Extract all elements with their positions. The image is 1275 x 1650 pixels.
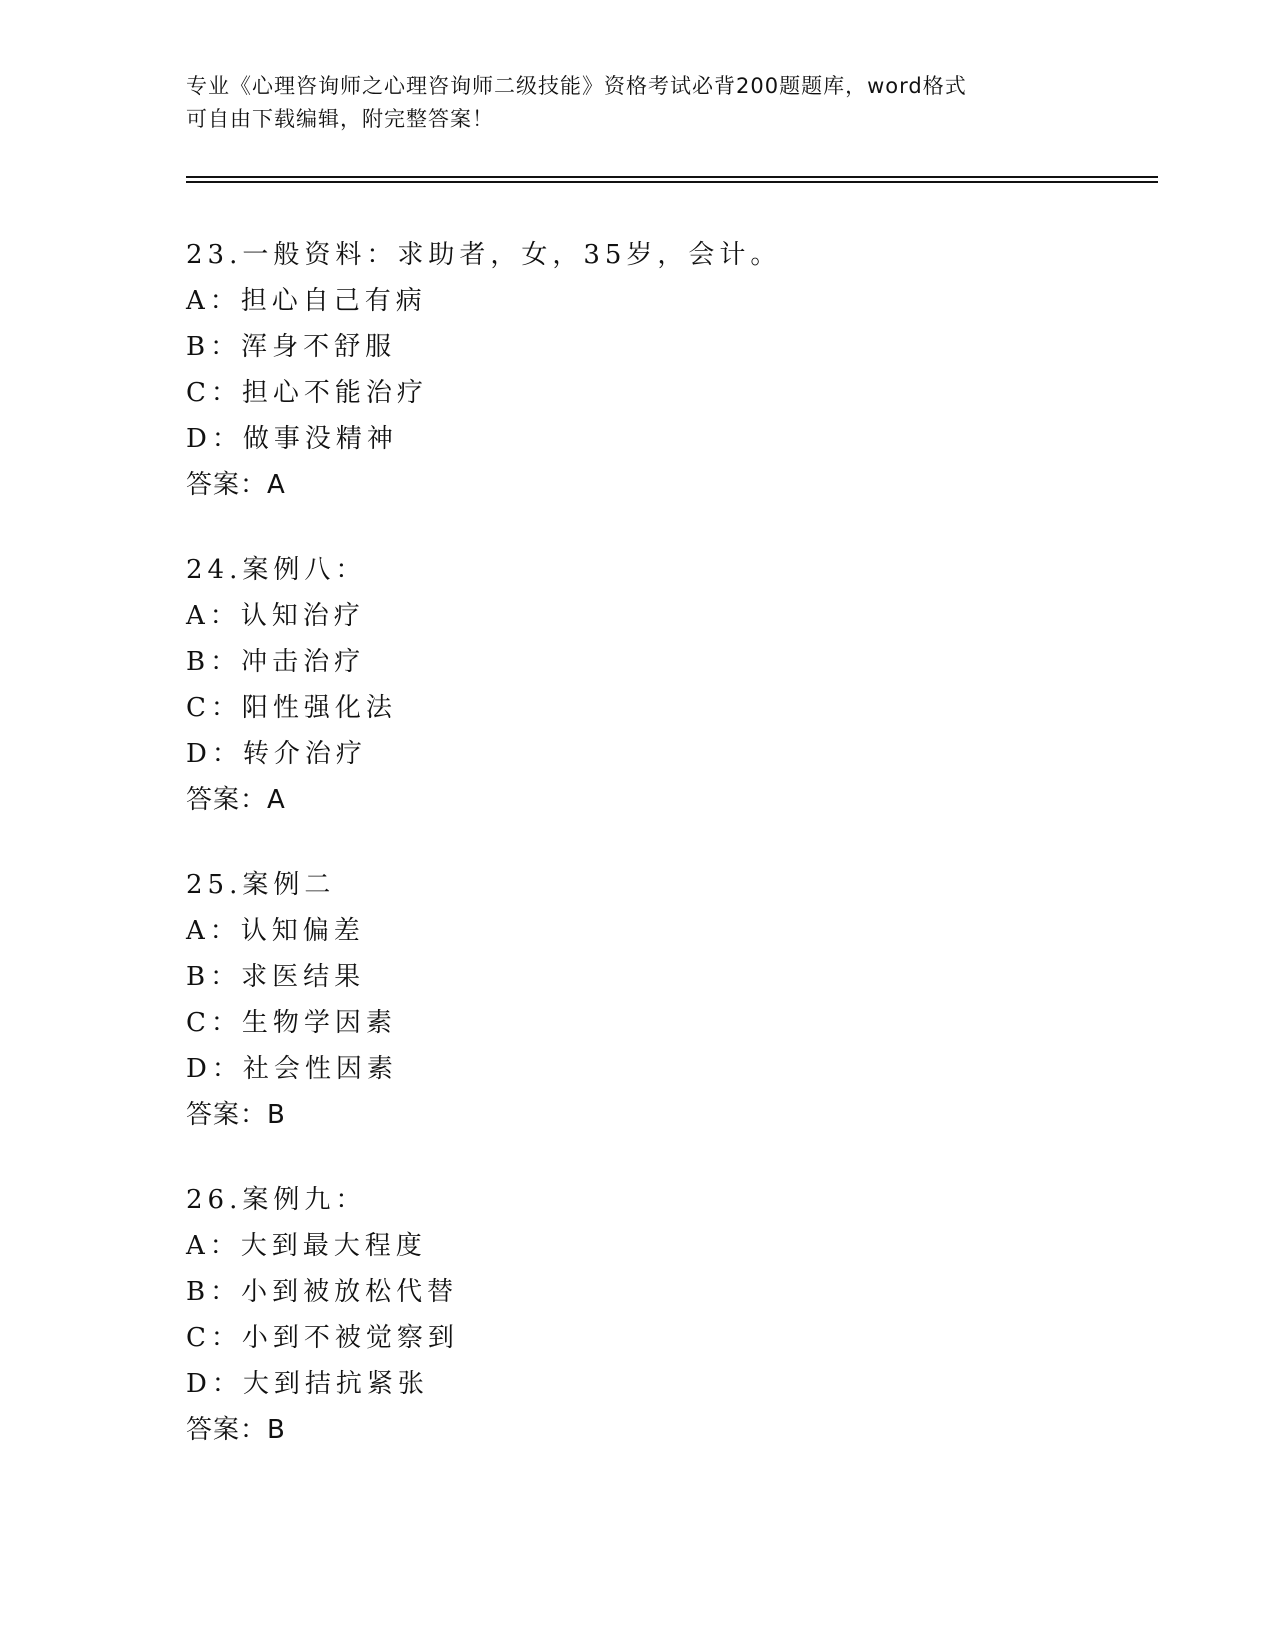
answer: 答案：B [186, 1100, 286, 1130]
question-23 [186, 232, 1086, 508]
question-26 [186, 1177, 1086, 1453]
question-stem: 24.案例八： [186, 555, 367, 585]
answer: 答案：B [186, 1415, 286, 1445]
question-25 [186, 862, 1086, 1138]
option-a: A：担心自己有病 [186, 286, 427, 316]
header-line-1: 专业《心理咨询师之心理咨询师二级技能》资格考试必背200题题库，word格式 [186, 74, 967, 98]
option-a: A：认知治疗 [186, 601, 365, 631]
header-rule-top [186, 176, 1158, 178]
option-c: C：生物学因素 [186, 1008, 397, 1038]
option-b: B：冲击治疗 [186, 647, 366, 677]
header-rule-bottom [186, 181, 1158, 183]
answer: 答案：A [186, 470, 286, 500]
option-c: C：小到不被觉察到 [186, 1323, 459, 1353]
question-stem: 25.案例二 [186, 870, 336, 900]
option-b: B：浑身不舒服 [186, 332, 397, 362]
option-d: D：转介治疗 [186, 739, 367, 769]
answer: 答案：A [186, 785, 286, 815]
header-line-2: 可自由下载编辑，附完整答案！ [186, 107, 494, 131]
question-24 [186, 547, 1086, 823]
option-d: D：社会性因素 [186, 1054, 398, 1084]
document-header [186, 70, 1086, 136]
option-a: A：认知偏差 [186, 916, 365, 946]
option-d: D：做事没精神 [186, 424, 398, 454]
option-a: A：大到最大程度 [186, 1231, 427, 1261]
option-b: B：小到被放松代替 [186, 1277, 459, 1307]
option-c: C：担心不能治疗 [186, 378, 428, 408]
question-stem: 23.一般资料：求助者，女，35岁，会计。 [186, 240, 782, 270]
question-stem: 26.案例九： [186, 1185, 367, 1215]
option-c: C：阳性强化法 [186, 693, 397, 723]
option-d: D：大到拮抗紧张 [186, 1369, 429, 1399]
option-b: B：求医结果 [186, 962, 366, 992]
